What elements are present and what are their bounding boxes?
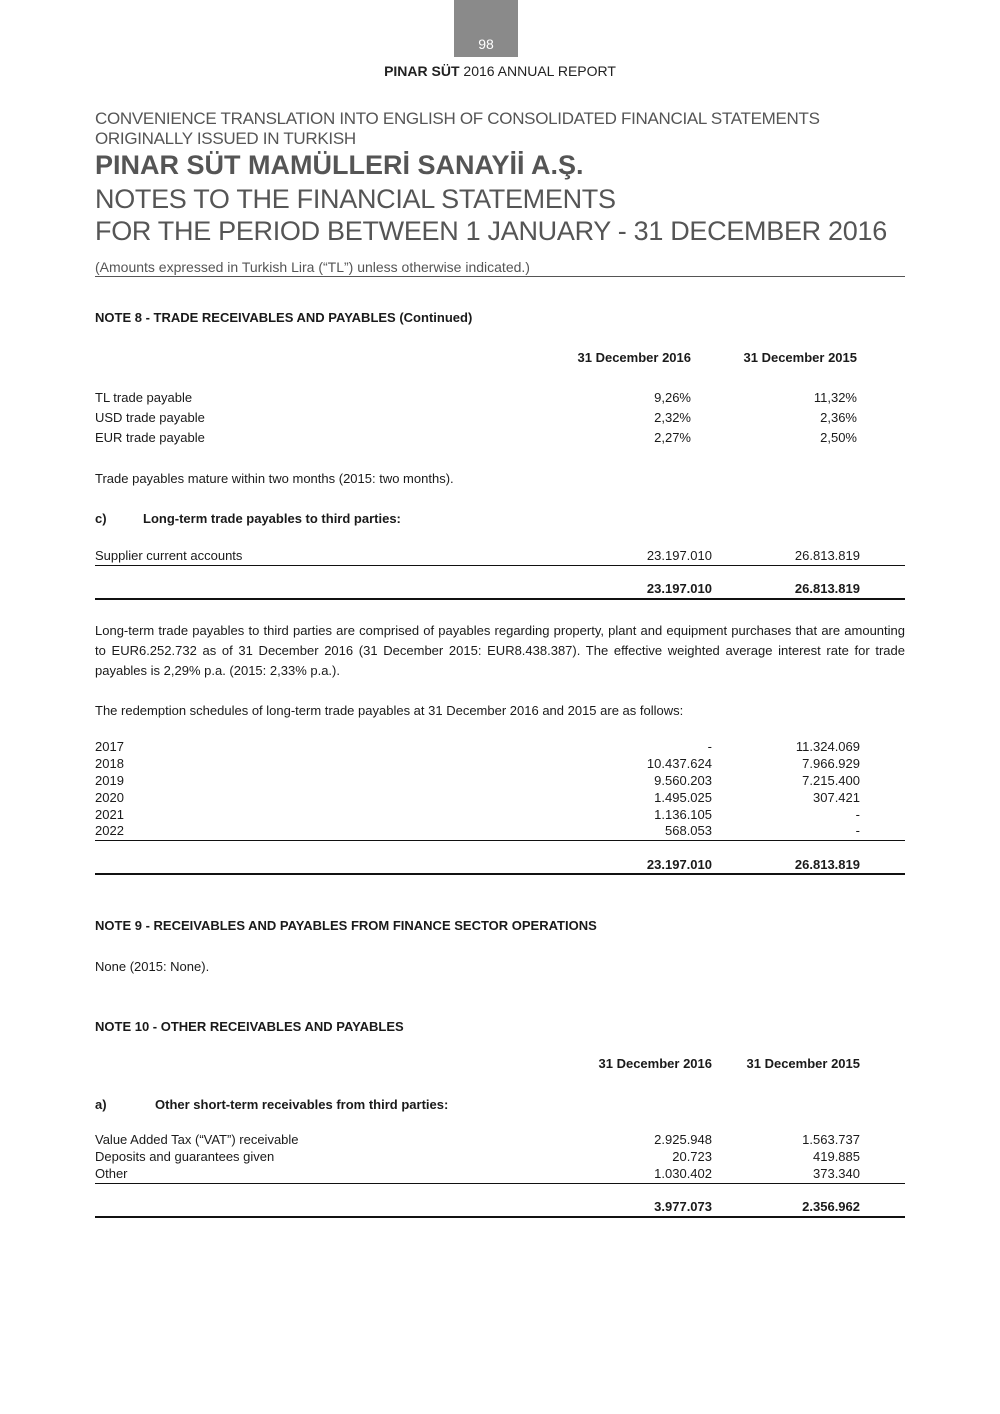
rate-row-label: EUR trade payable bbox=[95, 430, 205, 445]
schedule-2015: 11.324.069 bbox=[795, 739, 860, 754]
note8-col-2016: 31 December 2016 bbox=[577, 350, 691, 365]
amounts-note: (Amounts expressed in Turkish Lira (“TL”) unless otherwise indicated.) bbox=[95, 259, 530, 275]
convenience-line-1: CONVENIENCE TRANSLATION INTO ENGLISH OF CONSOLIDATED FINANCIAL STATEMENTS bbox=[95, 109, 820, 128]
rate-row-label: TL trade payable bbox=[95, 390, 193, 405]
schedule-2015: - bbox=[855, 823, 860, 838]
receivable-2015: 373.340 bbox=[813, 1166, 860, 1181]
schedule-2015: 7.215.400 bbox=[802, 773, 860, 788]
receivable-2015: 419.885 bbox=[813, 1149, 860, 1164]
schedule-year: 2022 bbox=[95, 823, 124, 838]
note8-col-2015: 31 December 2015 bbox=[743, 350, 857, 365]
receivables-rule bbox=[95, 1183, 905, 1184]
schedule-rule bbox=[95, 840, 905, 841]
header-divider bbox=[95, 276, 905, 277]
receivable-2016: 20.723 bbox=[672, 1149, 712, 1164]
receivables-total-2015: 2.356.962 bbox=[802, 1199, 860, 1214]
section-c-letter: c) bbox=[95, 511, 107, 526]
supplier-total-rule bbox=[95, 598, 905, 600]
rate-row-2015: 2,36% bbox=[820, 410, 857, 425]
schedule-year: 2019 bbox=[95, 773, 124, 788]
report-title bbox=[0, 63, 1000, 79]
period-title: FOR THE PERIOD BETWEEN 1 JANUARY - 31 DECEMBER 2016 bbox=[95, 216, 887, 246]
company-name: PINAR SÜT MAMÜLLERİ SANAYİİ A.Ş. bbox=[95, 150, 584, 180]
receivables-total-rule bbox=[95, 1216, 905, 1218]
schedule-2016: 1.136.105 bbox=[654, 807, 712, 822]
note8-heading: NOTE 8 - TRADE RECEIVABLES AND PAYABLES (Continued) bbox=[95, 310, 473, 325]
page-number-tab bbox=[454, 0, 518, 57]
schedule-2016: - bbox=[707, 739, 712, 754]
note10-col-2016: 31 December 2016 bbox=[598, 1056, 712, 1071]
schedule-2016: 568.053 bbox=[665, 823, 712, 838]
schedule-year: 2018 bbox=[95, 756, 124, 771]
maturity-text: Trade payables mature within two months (2015: two months). bbox=[95, 471, 454, 486]
section-a-letter: a) bbox=[95, 1097, 107, 1112]
schedule-year: 2020 bbox=[95, 790, 124, 805]
redemption-text: The redemption schedules of long-term trade payables at 31 December 2016 and 2015 are as follows: bbox=[95, 703, 684, 718]
schedule-total-2016: 23.197.010 bbox=[646, 857, 712, 872]
report-title-rest: 2016 ANNUAL REPORT bbox=[459, 63, 616, 79]
schedule-2016: 10.437.624 bbox=[646, 756, 712, 771]
report-brand: PINAR SÜT bbox=[384, 63, 460, 79]
supplier-2015: 26.813.819 bbox=[794, 548, 860, 563]
receivable-2016: 1.030.402 bbox=[654, 1166, 712, 1181]
schedule-2015: 7.966.929 bbox=[802, 756, 860, 771]
rate-row-label: USD trade payable bbox=[95, 410, 205, 425]
supplier-2016: 23.197.010 bbox=[646, 548, 712, 563]
note9-heading: NOTE 9 - RECEIVABLES AND PAYABLES FROM FINANCE SECTOR OPERATIONS bbox=[95, 918, 597, 933]
schedule-total-rule bbox=[95, 873, 905, 875]
page-number: 98 bbox=[478, 36, 494, 52]
schedule-year: 2021 bbox=[95, 807, 124, 822]
supplier-label: Supplier current accounts bbox=[95, 548, 243, 563]
section-c-title: Long-term trade payables to third parties: bbox=[143, 511, 401, 526]
notes-title: NOTES TO THE FINANCIAL STATEMENTS bbox=[95, 184, 616, 214]
rate-row-2015: 11,32% bbox=[813, 390, 857, 405]
receivables-total-2016: 3.977.073 bbox=[654, 1199, 712, 1214]
schedule-year: 2017 bbox=[95, 739, 124, 754]
supplier-rule bbox=[95, 565, 905, 566]
schedule-2016: 9.560.203 bbox=[654, 773, 712, 788]
supplier-total-2015: 26.813.819 bbox=[794, 581, 860, 596]
rate-row-2016: 9,26% bbox=[654, 390, 691, 405]
receivable-label: Deposits and guarantees given bbox=[95, 1149, 275, 1164]
note10-heading: NOTE 10 - OTHER RECEIVABLES AND PAYABLES bbox=[95, 1019, 404, 1034]
supplier-total-2016: 23.197.010 bbox=[646, 581, 712, 596]
rate-row-2016: 2,32% bbox=[654, 410, 691, 425]
schedule-2015: - bbox=[855, 807, 860, 822]
note9-text: None (2015: None). bbox=[95, 959, 210, 974]
rate-row-2016: 2,27% bbox=[654, 430, 691, 445]
convenience-line-2: ORIGINALLY ISSUED IN TURKISH bbox=[95, 129, 356, 148]
long-term-paragraph: Long-term trade payables to third parties are comprised of payables regarding property, plant and equipment purchases that are amounting to EUR6.252.732 as of 31 December 2016 (31 December 2015: EUR8.438.387). The effective weighted average interest rate for trade payables is 2,29% p.a. (2015: 2,33% p.a.). bbox=[95, 623, 905, 678]
receivable-2015: 1.563.737 bbox=[802, 1132, 860, 1147]
schedule-2016: 1.495.025 bbox=[654, 790, 712, 805]
note10-col-2015: 31 December 2015 bbox=[746, 1056, 860, 1071]
receivable-2016: 2.925.948 bbox=[654, 1132, 712, 1147]
receivable-label: Value Added Tax (“VAT”) receivable bbox=[95, 1132, 299, 1147]
schedule-2015: 307.421 bbox=[813, 790, 860, 805]
schedule-total-2015: 26.813.819 bbox=[794, 857, 860, 872]
receivable-label: Other bbox=[95, 1166, 128, 1181]
rate-row-2015: 2,50% bbox=[820, 430, 857, 445]
section-a-title: Other short-term receivables from third parties: bbox=[155, 1097, 449, 1112]
